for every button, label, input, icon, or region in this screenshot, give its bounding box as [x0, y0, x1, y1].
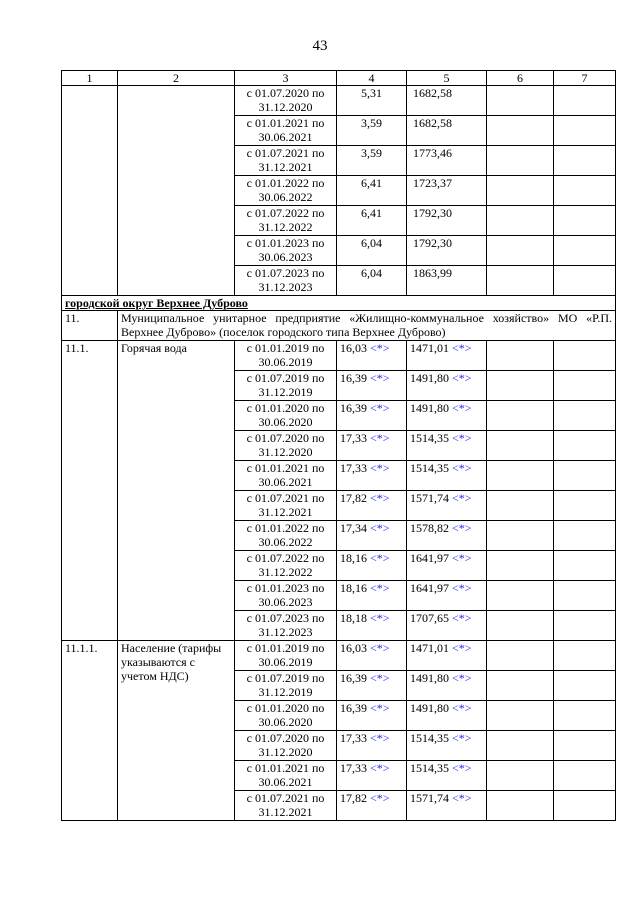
period-cell: с 01.07.2021 по 31.12.2021	[235, 791, 337, 821]
empty-cell-7	[554, 491, 616, 521]
tariff-cell-4-value: 17,33	[340, 461, 367, 475]
footnote-ref-link[interactable]: <*>	[370, 731, 390, 745]
period-cell: с 01.01.2020 по 30.06.2020	[235, 401, 337, 431]
tariff-cell-5-value: 1571,74	[410, 791, 449, 805]
empty-cell-6	[487, 611, 554, 641]
footnote-ref-link[interactable]: <*>	[370, 371, 390, 385]
period-cell: с 01.07.2023 по 31.12.2023	[235, 611, 337, 641]
tariff-cell-4: 6,04	[337, 236, 407, 266]
tariff-cell-4-value: 17,82	[340, 491, 367, 505]
tariff-cell-5: 1792,30	[407, 206, 487, 236]
empty-cell-6	[487, 461, 554, 491]
empty-cell-6	[487, 671, 554, 701]
tariff-cell-5	[407, 611, 487, 641]
tariff-cell-5-value: 1514,35	[410, 731, 449, 745]
tariff-cell-4	[337, 641, 407, 671]
tariff-cell-4-value: 17,33	[340, 731, 367, 745]
tariff-cell-4	[337, 371, 407, 401]
tariff-cell-5: 1723,37	[407, 176, 487, 206]
row-number-cell: 11.1.	[62, 341, 118, 641]
tariff-cell-5-value: 1471,01	[410, 641, 449, 655]
tariff-cell-5: 1682,58	[407, 116, 487, 146]
tariff-cell-5	[407, 491, 487, 521]
footnote-ref-link[interactable]: <*>	[370, 641, 390, 655]
empty-cell-6	[487, 701, 554, 731]
footnote-ref-link[interactable]: <*>	[370, 461, 390, 475]
tariff-cell-4-value: 18,16	[340, 581, 367, 595]
row-name-cell	[118, 86, 235, 296]
period-cell: с 01.01.2022 по 30.06.2022	[235, 521, 337, 551]
row-name-cell: Горячая вода	[118, 341, 235, 641]
empty-cell-7	[554, 146, 616, 176]
tariff-cell-5	[407, 371, 487, 401]
tariff-cell-5-value: 1491,80	[410, 401, 449, 415]
empty-cell-7	[554, 791, 616, 821]
empty-cell-7	[554, 761, 616, 791]
footnote-ref-link[interactable]: <*>	[370, 671, 390, 685]
period-cell: с 01.01.2021 по 30.06.2021	[235, 116, 337, 146]
empty-cell-6	[487, 371, 554, 401]
empty-cell-7	[554, 266, 616, 296]
footnote-ref-link[interactable]: <*>	[370, 431, 390, 445]
tariff-cell-4	[337, 761, 407, 791]
column-header: 4	[337, 71, 407, 86]
column-header: 6	[487, 71, 554, 86]
tariff-cell-5	[407, 791, 487, 821]
tariff-cell-4	[337, 731, 407, 761]
tariff-cell-4-value: 18,18	[340, 611, 367, 625]
empty-cell-6	[487, 731, 554, 761]
footnote-ref-link[interactable]: <*>	[370, 791, 390, 805]
tariff-cell-4-value: 16,39	[340, 671, 367, 685]
footnote-ref-link[interactable]: <*>	[370, 611, 390, 625]
empty-cell-7	[554, 701, 616, 731]
empty-cell-7	[554, 236, 616, 266]
empty-cell-6	[487, 206, 554, 236]
tariff-cell-5-value: 1491,80	[410, 371, 449, 385]
period-cell: с 01.07.2020 по 31.12.2020	[235, 86, 337, 116]
footnote-ref-link[interactable]: <*>	[370, 341, 390, 355]
tariff-cell-4-value: 17,33	[340, 761, 367, 775]
empty-cell-6	[487, 581, 554, 611]
empty-cell-6	[487, 761, 554, 791]
tariff-cell-4	[337, 521, 407, 551]
tariff-cell-5: 1863,99	[407, 266, 487, 296]
empty-cell-7	[554, 611, 616, 641]
tariff-cell-4-value: 16,39	[340, 701, 367, 715]
tariff-cell-5: 1682,58	[407, 86, 487, 116]
tariff-cell-4	[337, 491, 407, 521]
empty-cell-7	[554, 551, 616, 581]
column-header: 5	[407, 71, 487, 86]
table-row	[62, 86, 616, 116]
tariff-table	[61, 70, 616, 821]
empty-cell-7	[554, 371, 616, 401]
footnote-ref-link[interactable]: <*>	[370, 581, 390, 595]
tariff-cell-5-value: 1707,65	[410, 611, 449, 625]
footnote-ref-link[interactable]: <*>	[452, 671, 472, 685]
footnote-ref-link[interactable]: <*>	[452, 491, 472, 505]
column-header: 2	[118, 71, 235, 86]
empty-cell-6	[487, 641, 554, 671]
tariff-cell-4-value: 16,03	[340, 341, 367, 355]
empty-cell-7	[554, 401, 616, 431]
row-number-cell	[62, 86, 118, 296]
footnote-ref-link[interactable]: <*>	[452, 401, 472, 415]
tariff-cell-4	[337, 611, 407, 641]
period-cell: с 01.01.2023 по 30.06.2023	[235, 236, 337, 266]
period-cell: с 01.01.2020 по 30.06.2020	[235, 701, 337, 731]
column-header: 3	[235, 71, 337, 86]
tariff-cell-4-value: 16,39	[340, 401, 367, 415]
organization-name: Муниципальное унитарное предприятие «Жилищно-коммунальное хозяйство» МО «Р.П. Верхнее Дуброво» (поселок городского типа Верхнее Дуброво)	[118, 311, 616, 341]
period-cell: с 01.07.2020 по 31.12.2020	[235, 731, 337, 761]
empty-cell-7	[554, 671, 616, 701]
footnote-ref-link[interactable]: <*>	[452, 611, 472, 625]
tariff-cell-4	[337, 401, 407, 431]
tariff-cell-5-value: 1641,97	[410, 581, 449, 595]
tariff-cell-4	[337, 461, 407, 491]
section-title: городской округ Верхнее Дуброво	[62, 296, 616, 311]
empty-cell-6	[487, 176, 554, 206]
empty-cell-7	[554, 641, 616, 671]
footnote-ref-link[interactable]: <*>	[452, 581, 472, 595]
empty-cell-7	[554, 461, 616, 491]
empty-cell-6	[487, 491, 554, 521]
tariff-cell-5	[407, 401, 487, 431]
tariff-cell-5-value: 1514,35	[410, 761, 449, 775]
footnote-ref-link[interactable]: <*>	[370, 491, 390, 505]
empty-cell-7	[554, 731, 616, 761]
empty-cell-7	[554, 206, 616, 236]
tariff-cell-5	[407, 731, 487, 761]
empty-cell-6	[487, 791, 554, 821]
footnote-ref-link[interactable]: <*>	[370, 701, 390, 715]
tariff-cell-4	[337, 581, 407, 611]
footnote-ref-link[interactable]: <*>	[452, 521, 472, 535]
period-cell: с 01.01.2021 по 30.06.2021	[235, 761, 337, 791]
table-row	[62, 341, 616, 371]
period-cell: с 01.07.2022 по 31.12.2022	[235, 206, 337, 236]
table-row	[62, 641, 616, 671]
column-header: 7	[554, 71, 616, 86]
footnote-ref-link[interactable]: <*>	[452, 431, 472, 445]
tariff-cell-4-value: 17,82	[340, 791, 367, 805]
tariff-cell-5-value: 1641,97	[410, 551, 449, 565]
period-cell: с 01.01.2021 по 30.06.2021	[235, 461, 337, 491]
tariff-cell-4-value: 18,16	[340, 551, 367, 565]
footnote-ref-link[interactable]: <*>	[452, 701, 472, 715]
tariff-cell-4	[337, 791, 407, 821]
footnote-ref-link[interactable]: <*>	[452, 461, 472, 475]
footnote-ref-link[interactable]: <*>	[452, 641, 472, 655]
empty-cell-7	[554, 86, 616, 116]
tariff-cell-4-value: 16,03	[340, 641, 367, 655]
period-cell: с 01.01.2023 по 30.06.2023	[235, 581, 337, 611]
period-cell: с 01.01.2019 по 30.06.2019	[235, 341, 337, 371]
tariff-cell-5: 1773,46	[407, 146, 487, 176]
section-row	[62, 296, 616, 311]
column-header: 1	[62, 71, 118, 86]
period-cell: с 01.01.2019 по 30.06.2019	[235, 641, 337, 671]
tariff-cell-4	[337, 551, 407, 581]
empty-cell-6	[487, 551, 554, 581]
footnote-ref-link[interactable]: <*>	[370, 551, 390, 565]
tariff-cell-5	[407, 341, 487, 371]
footnote-ref-link[interactable]: <*>	[452, 791, 472, 805]
tariff-cell-4	[337, 341, 407, 371]
period-cell: с 01.07.2019 по 31.12.2019	[235, 371, 337, 401]
footnote-ref-link[interactable]: <*>	[452, 371, 472, 385]
period-cell: с 01.07.2021 по 31.12.2021	[235, 146, 337, 176]
empty-cell-6	[487, 86, 554, 116]
tariff-cell-4: 3,59	[337, 116, 407, 146]
tariff-cell-5	[407, 431, 487, 461]
empty-cell-6	[487, 236, 554, 266]
empty-cell-6	[487, 341, 554, 371]
footnote-ref-link[interactable]: <*>	[370, 761, 390, 775]
tariff-cell-5	[407, 581, 487, 611]
empty-cell-6	[487, 266, 554, 296]
page-number: 43	[312, 38, 328, 54]
empty-cell-6	[487, 521, 554, 551]
empty-cell-7	[554, 431, 616, 461]
tariff-cell-5	[407, 641, 487, 671]
tariff-cell-5	[407, 701, 487, 731]
tariff-cell-4	[337, 431, 407, 461]
empty-cell-7	[554, 581, 616, 611]
tariff-cell-5: 1792,30	[407, 236, 487, 266]
empty-cell-7	[554, 116, 616, 146]
period-cell: с 01.07.2022 по 31.12.2022	[235, 551, 337, 581]
tariff-cell-5-value: 1491,80	[410, 701, 449, 715]
tariff-cell-5-value: 1514,35	[410, 431, 449, 445]
empty-cell-7	[554, 341, 616, 371]
tariff-cell-5	[407, 761, 487, 791]
empty-cell-6	[487, 401, 554, 431]
tariff-cell-5	[407, 551, 487, 581]
empty-cell-6	[487, 431, 554, 461]
footnote-ref-link[interactable]: <*>	[370, 521, 390, 535]
period-cell: с 01.07.2021 по 31.12.2021	[235, 491, 337, 521]
empty-cell-6	[487, 116, 554, 146]
tariff-cell-4-value: 17,34	[340, 521, 367, 535]
tariff-cell-4: 3,59	[337, 146, 407, 176]
tariff-cell-4: 6,41	[337, 176, 407, 206]
footnote-ref-link[interactable]: <*>	[452, 731, 472, 745]
period-cell: с 01.07.2020 по 31.12.2020	[235, 431, 337, 461]
tariff-cell-5-value: 1471,01	[410, 341, 449, 355]
period-cell: с 01.07.2023 по 31.12.2023	[235, 266, 337, 296]
tariff-cell-4: 6,04	[337, 266, 407, 296]
tariff-cell-4: 5,31	[337, 86, 407, 116]
row-number-cell: 11.1.1.	[62, 641, 118, 821]
row-name-cell: Население (тарифы указываются с учетом НДС)	[118, 641, 235, 821]
footnote-ref-link[interactable]: <*>	[452, 551, 472, 565]
tariff-cell-5-value: 1578,82	[410, 521, 449, 535]
tariff-cell-4-value: 16,39	[340, 371, 367, 385]
organization-number: 11.	[62, 311, 118, 341]
empty-cell-7	[554, 176, 616, 206]
column-header-row	[62, 71, 616, 86]
empty-cell-7	[554, 521, 616, 551]
tariff-cell-4	[337, 701, 407, 731]
tariff-cell-5	[407, 521, 487, 551]
tariff-cell-5-value: 1571,74	[410, 491, 449, 505]
organization-row	[62, 311, 616, 341]
tariff-cell-4	[337, 671, 407, 701]
period-cell: с 01.01.2022 по 30.06.2022	[235, 176, 337, 206]
tariff-cell-5	[407, 671, 487, 701]
period-cell: с 01.07.2019 по 31.12.2019	[235, 671, 337, 701]
tariff-cell-5	[407, 461, 487, 491]
empty-cell-6	[487, 146, 554, 176]
footnote-ref-link[interactable]: <*>	[452, 341, 472, 355]
tariff-cell-5-value: 1514,35	[410, 461, 449, 475]
tariff-cell-4-value: 17,33	[340, 431, 367, 445]
footnote-ref-link[interactable]: <*>	[452, 761, 472, 775]
tariff-cell-5-value: 1491,80	[410, 671, 449, 685]
footnote-ref-link[interactable]: <*>	[370, 401, 390, 415]
tariff-cell-4: 6,41	[337, 206, 407, 236]
